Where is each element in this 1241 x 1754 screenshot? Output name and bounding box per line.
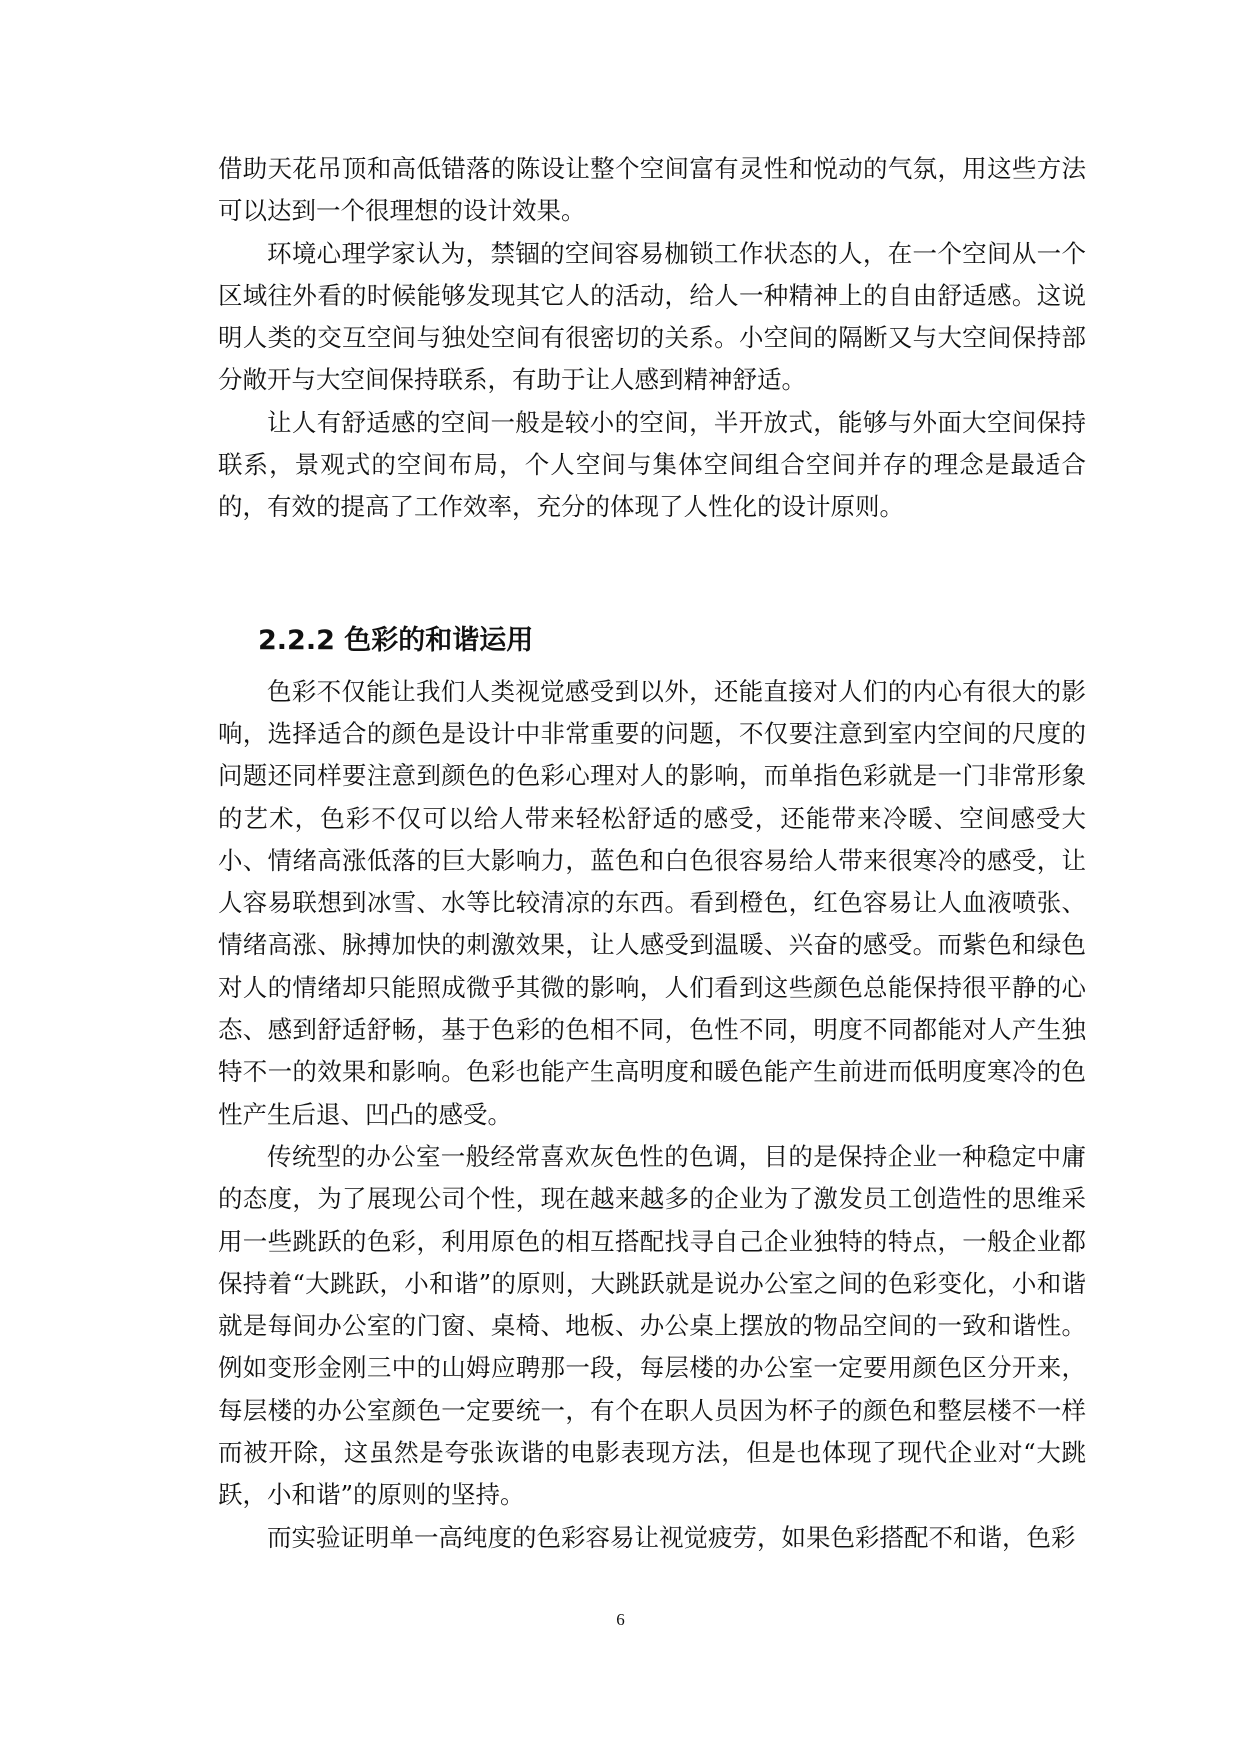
section-heading: 2.2.2 色彩的和谐运用 <box>258 624 534 656</box>
page-number: 6 <box>616 1610 625 1629</box>
body-paragraph: 让人有舒适感的空间一般是较小的空间，半开放式，能够与外面大空间保持联系，景观式的空间布局，个人空间与集体空间组合空间并存的理念是最适合的，有效的提高了工作效率，充分的体现了人性化的设计原则。 <box>218 407 1086 522</box>
body-paragraph: 借助天花吊顶和高低错落的陈设让整个空间富有灵性和悦动的气氛，用这些方法可以达到一个很理想的设计效果。 <box>218 154 1086 226</box>
body-paragraph: 而实验证明单一高纯度的色彩容易让视觉疲劳，如果色彩搭配不和谐，色彩 <box>267 1522 1076 1552</box>
body-paragraph: 环境心理学家认为，禁锢的空间容易枷锁工作状态的人，在一个空间从一个区域往外看的时候能够发现其它人的活动，给人一种精神上的自由舒适感。这说明人类的交互空间与独处空间有很密切的关系。小空间的隔断又与大空间保持部分敞开与大空间保持联系，有助于让人感到精神舒适。 <box>218 238 1086 395</box>
document-body <box>218 148 1086 1559</box>
body-paragraph: 传统型的办公室一般经常喜欢灰色性的色调，目的是保持企业一种稳定中庸的态度，为了展现公司个性，现在越来越多的企业为了激发员工创造性的思维采用一些跳跃的色彩，利用原色的相互搭配找寻自己企业独特的特点，一般企业都保持着“大跳跃，小和谐”的原则，大跳跃就是说办公室之间的色彩变化，小和谐就是每间办公室的门窗、桌椅、地板、办公桌上摆放的物品空间的一致和谐性。例如变形金刚三中的山姆应聘那一段，每层楼的办公室一定要用颜色区分开来，每层楼的办公室颜色一定要统一，有个在职人员因为杯子的颜色和整层楼不一样而被开除，这虽然是夸张诙谐的电影表现方法，但是也体现了现代企业对“大跳跃，小和谐”的原则的坚持。 <box>218 1141 1086 1510</box>
body-paragraph: 色彩不仅能让我们人类视觉感受到以外，还能直接对人们的内心有很大的影响，选择适合的颜色是设计中非常重要的问题，不仅要注意到室内空间的尺度的问题还同样要注意到颜色的色彩心理对人的影响，而单指色彩就是一门非常形象的艺术，色彩不仅可以给人带来轻松舒适的感受，还能带来冷暖、空间感受大小、情绪高涨低落的巨大影响力，蓝色和白色很容易给人带来很寒冷的感受，让人容易联想到冰雪、水等比较清凉的东西。看到橙色，红色容易让人血液喷张、情绪高涨、脉搏加快的刺激效果，让人感受到温暖、兴奋的感受。而紫色和绿色对人的情绪却只能照成微乎其微的影响，人们看到这些颜色总能保持很平静的心态、感到舒适舒畅，基于色彩的色相不同，色性不同，明度不同都能对人产生独特不一的效果和影响。色彩也能产生高明度和暖色能产生前进而低明度寒冷的色性产生后退、凹凸的感受。 <box>218 676 1086 1129</box>
